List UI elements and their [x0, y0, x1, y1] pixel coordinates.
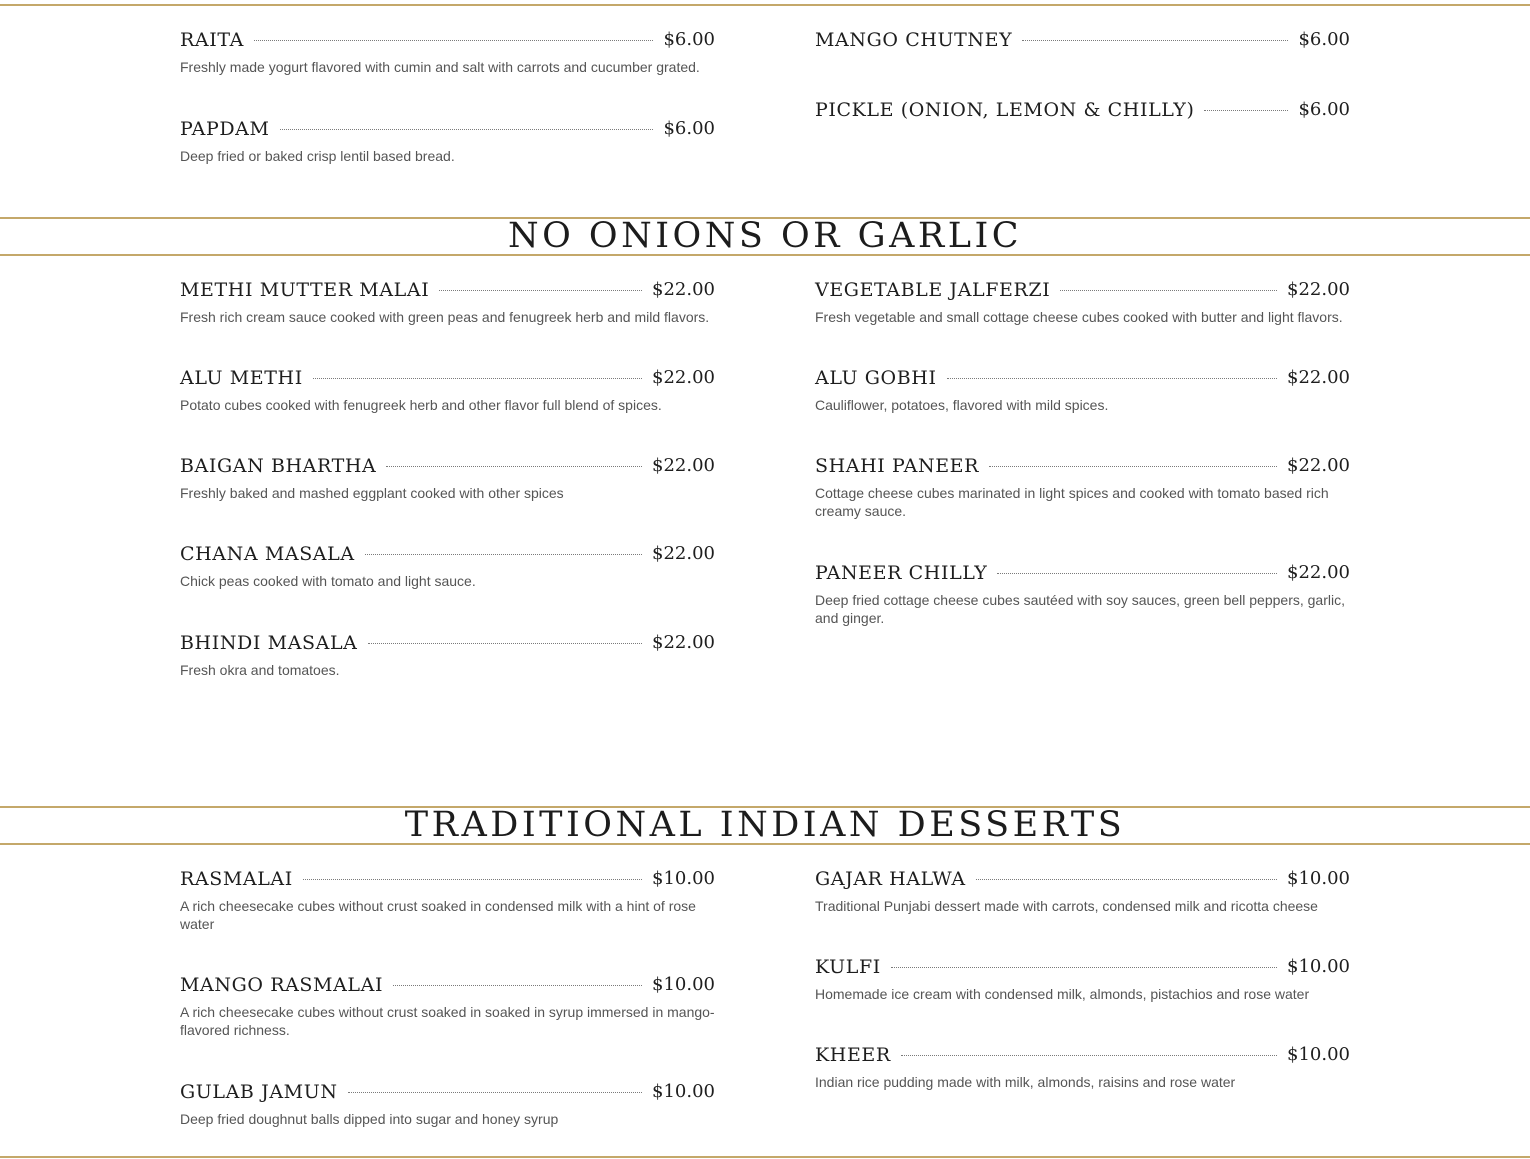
menu-item — [180, 28, 715, 76]
menu-item-price: $22.00 — [1287, 455, 1350, 476]
menu-item — [815, 955, 1350, 1003]
menu-item-name: MANGO RASMALAI — [180, 974, 384, 996]
menu-item-description: Deep fried doughnut balls dipped into sugar and honey syrup — [180, 1111, 559, 1127]
dotted-leader — [989, 466, 1277, 467]
menu-item — [815, 454, 1350, 520]
menu-item-price: $10.00 — [652, 1081, 715, 1102]
menu-item — [180, 542, 715, 590]
menu-item-description: Fresh vegetable and small cottage cheese cubes cooked with butter and light flavors. — [815, 309, 1343, 325]
menu-item-description: Deep fried or baked crisp lentil based bread. — [180, 148, 455, 164]
menu-item-description: Freshly baked and mashed eggplant cooked with other spices — [180, 485, 564, 501]
menu-item — [815, 867, 1350, 915]
menu-item-description: Potato cubes cooked with fenugreek herb and other flavor full blend of spices. — [180, 397, 662, 413]
menu-item-name: GAJAR HALWA — [815, 868, 966, 890]
section-title-no-onions-or-garlic: NO ONIONS OR GARLIC — [507, 216, 1023, 256]
dotted-leader — [254, 40, 654, 41]
menu-item-name: BAIGAN BHARTHA — [180, 455, 377, 477]
menu-item-name: VEGETABLE JALFERZI — [815, 279, 1051, 301]
dotted-leader — [1204, 110, 1288, 111]
dotted-leader — [386, 466, 642, 467]
menu-item-name: GULAB JAMUN — [180, 1081, 338, 1103]
menu-item-price: $22.00 — [1287, 562, 1350, 583]
menu-item — [180, 973, 715, 1039]
menu-item — [180, 867, 715, 933]
menu-item-description: Freshly made yogurt flavored with cumin and salt with carrots and cucumber grated. — [180, 59, 700, 75]
divider-rule — [0, 4, 1530, 6]
menu-item-price: $10.00 — [652, 868, 715, 889]
section-title-traditional-indian-desserts: TRADITIONAL INDIAN DESSERTS — [404, 805, 1126, 845]
menu-item — [815, 98, 1350, 122]
menu-item-price: $6.00 — [663, 29, 715, 50]
menu-item-price: $6.00 — [1298, 99, 1350, 120]
menu-item-description: Traditional Punjabi dessert made with carrots, condensed milk and ricotta cheese — [815, 898, 1318, 914]
dotted-leader — [280, 129, 654, 130]
menu-item-description: A rich cheesecake cubes without crust soaked in condensed milk with a hint of rose water — [180, 898, 696, 932]
menu-item-description: Homemade ice cream with condensed milk, almonds, pistachios and rose water — [815, 986, 1310, 1002]
menu-item-price: $22.00 — [652, 455, 715, 476]
menu-item — [815, 561, 1350, 627]
menu-item — [180, 1080, 715, 1128]
dotted-leader — [997, 573, 1277, 574]
menu-item-description: Cauliflower, potatoes, flavored with mild spices. — [815, 397, 1109, 413]
menu-item-description: Deep fried cottage cheese cubes sautéed with soy sauces, green bell peppers, garlic, and ginger. — [815, 592, 1345, 626]
dotted-leader — [348, 1092, 642, 1093]
menu-item-name: PANEER CHILLY — [815, 562, 988, 584]
dotted-leader — [303, 879, 642, 880]
dotted-leader — [891, 967, 1277, 968]
menu-item-price: $6.00 — [1298, 29, 1350, 50]
menu-item — [180, 117, 715, 165]
dotted-leader — [365, 554, 642, 555]
menu-item — [815, 1043, 1350, 1091]
menu-item-name: BHINDI MASALA — [180, 632, 358, 654]
dotted-leader — [947, 378, 1277, 379]
menu-item-description: Chick peas cooked with tomato and light sauce. — [180, 573, 476, 589]
menu-item-name: RAITA — [180, 29, 244, 51]
menu-item-price: $22.00 — [652, 367, 715, 388]
menu-item-price: $10.00 — [1287, 868, 1350, 889]
menu-item-name: ALU METHI — [180, 367, 303, 389]
menu-item-description: A rich cheesecake cubes without crust soaked in soaked in syrup immersed in mango-flavored richness. — [180, 1004, 715, 1038]
menu-item-price: $22.00 — [652, 632, 715, 653]
menu-item-name: KHEER — [815, 1044, 891, 1066]
dotted-leader — [1060, 290, 1277, 291]
menu-item-price: $22.00 — [1287, 279, 1350, 300]
menu-item-name: MANGO CHUTNEY — [815, 29, 1013, 51]
menu-item-price: $6.00 — [663, 118, 715, 139]
menu-item-name: ALU GOBHI — [815, 367, 937, 389]
menu-item-name: METHI MUTTER MALAI — [180, 279, 430, 301]
menu-item-price: $22.00 — [1287, 367, 1350, 388]
menu-item-price: $22.00 — [652, 279, 715, 300]
dotted-leader — [313, 378, 642, 379]
menu-item — [180, 631, 715, 679]
menu-item — [815, 278, 1350, 326]
dotted-leader — [1022, 40, 1288, 41]
dotted-leader — [368, 643, 643, 644]
menu-item-price: $22.00 — [652, 543, 715, 564]
menu-item — [815, 366, 1350, 414]
menu-item-name: RASMALAI — [180, 868, 293, 890]
menu-item-name: CHANA MASALA — [180, 543, 355, 565]
dotted-leader — [976, 879, 1277, 880]
menu-item-name: KULFI — [815, 956, 881, 978]
menu-item-name: SHAHI PANEER — [815, 455, 980, 477]
menu-item — [180, 454, 715, 502]
menu-item — [180, 366, 715, 414]
dotted-leader — [439, 290, 642, 291]
menu-item-description: Fresh rich cream sauce cooked with green peas and fenugreek herb and mild flavors. — [180, 309, 710, 325]
menu-item-description: Indian rice pudding made with milk, almonds, raisins and rose water — [815, 1074, 1236, 1090]
menu-item-description: Cottage cheese cubes marinated in light spices and cooked with tomato based rich creamy sauce. — [815, 485, 1329, 519]
menu-item-description: Fresh okra and tomatoes. — [180, 662, 340, 678]
dotted-leader — [393, 985, 642, 986]
menu-item-price: $10.00 — [1287, 1044, 1350, 1065]
menu-item — [815, 28, 1350, 52]
menu-item-name: PAPDAM — [180, 118, 270, 140]
divider-rule — [0, 1156, 1530, 1158]
menu-item-name: PICKLE (ONION, LEMON & CHILLY) — [815, 99, 1195, 121]
menu-item-price: $10.00 — [1287, 956, 1350, 977]
menu-item-price: $10.00 — [652, 974, 715, 995]
dotted-leader — [901, 1055, 1277, 1056]
menu-item — [180, 278, 715, 326]
